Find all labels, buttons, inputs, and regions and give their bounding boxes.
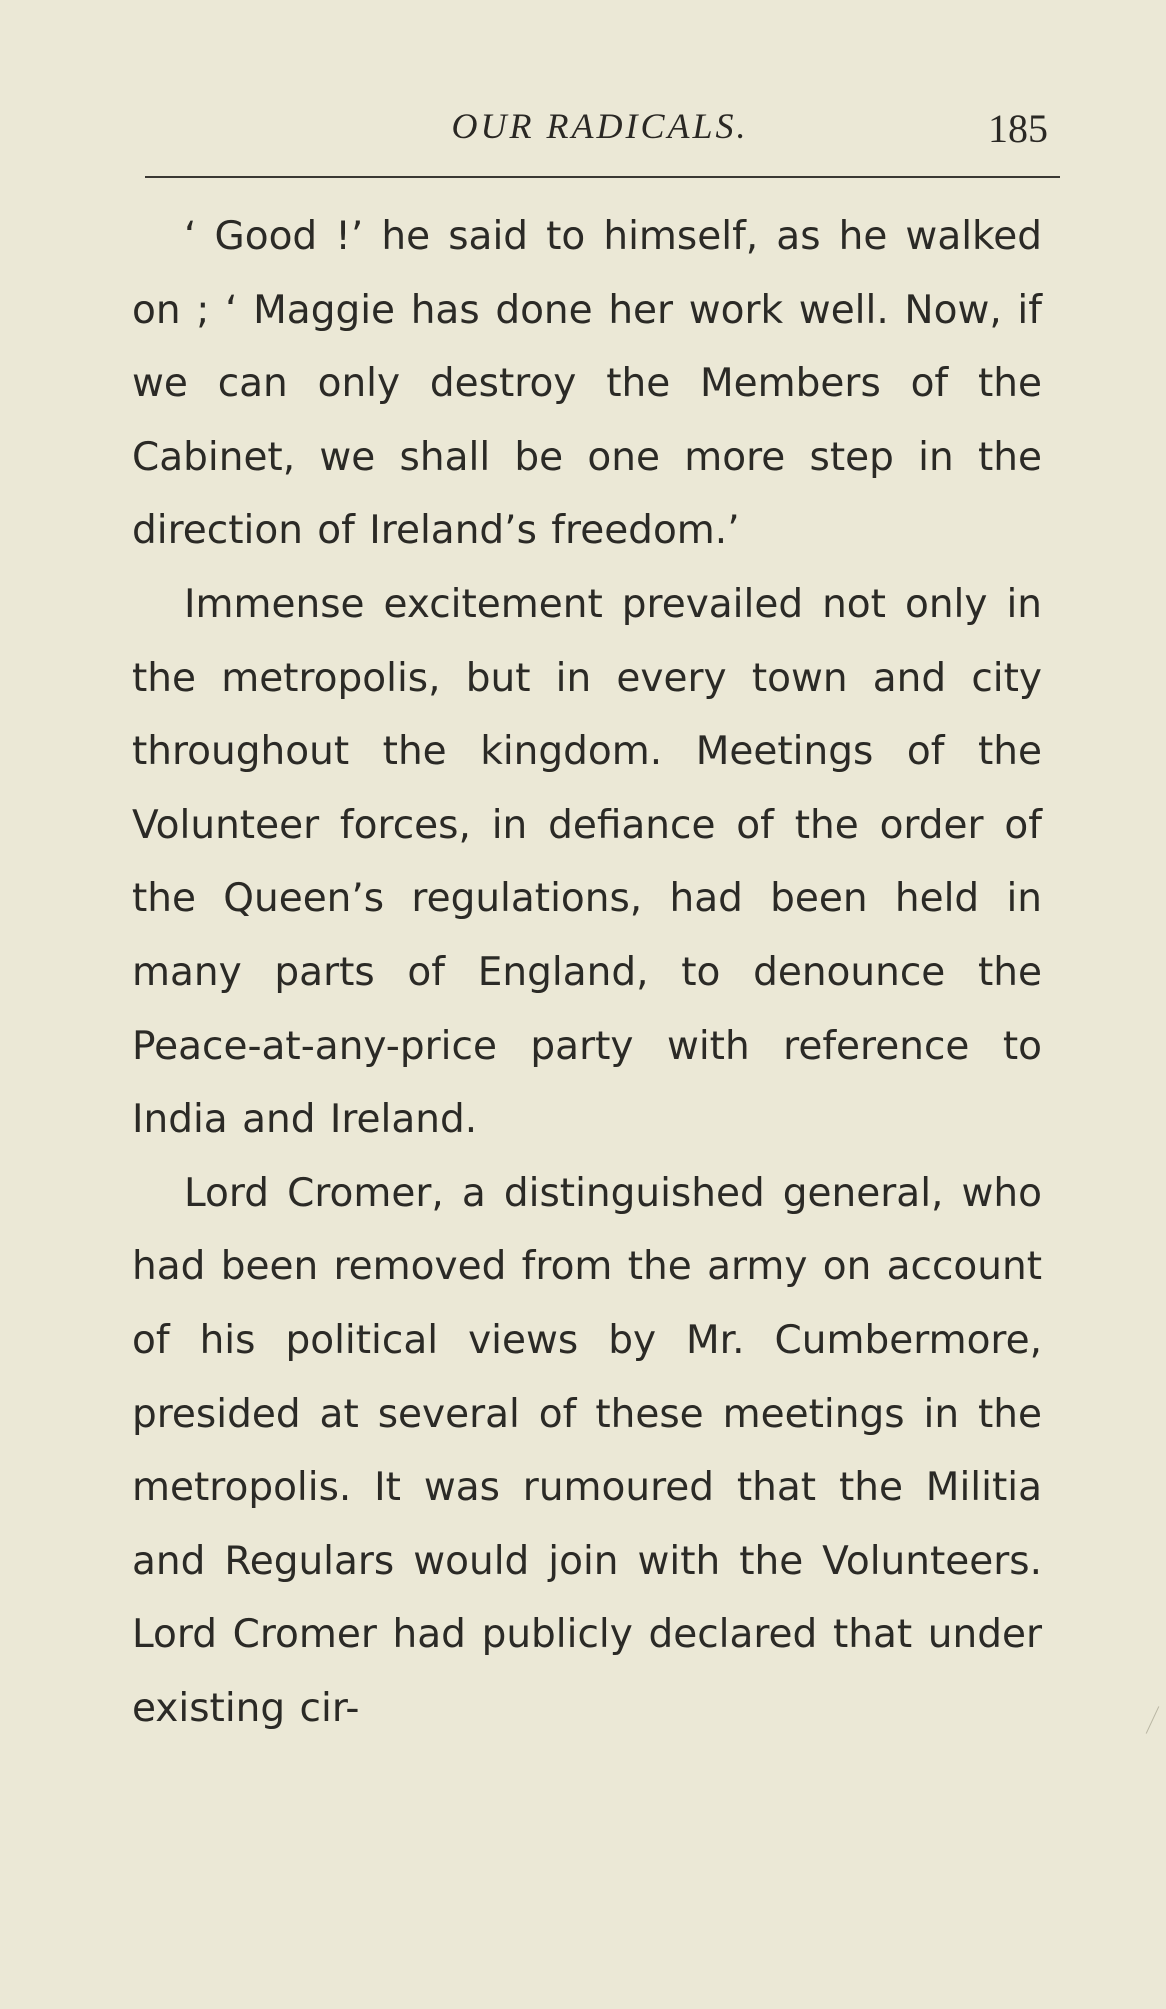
header-rule — [145, 176, 1060, 178]
paragraph-2: Immense excitement prevailed not only in the metropolis, but in every town and city throughout the kingdom. Meetings of the Volunteer forces, in defiance of the order of the Queen’s regulations, had been held in many parts of England, to denounce the Peace-at-any-price party with reference to India and Ireland. — [132, 581, 1042, 1143]
running-title: OUR RADICALS. — [451, 106, 749, 146]
paper-mark — [1146, 1706, 1160, 1734]
page-number: 185 — [988, 106, 1048, 151]
body-text — [132, 200, 1042, 1745]
paragraph-1: ‘ Good !’ he said to himself, as he walked on ; ‘ Maggie has done her work well. Now, if we can only destroy the Members of the Cabinet, we shall be one more step in the direction of Ireland’s freedom.’ — [132, 214, 1042, 554]
running-head — [140, 95, 1060, 165]
paragraph-3: Lord Cromer, a distinguished general, who had been removed from the army on account of his political views by Mr. Cumbermore, presided at several of these meetings in the metropolis. It was rumoured that the Militia and Regulars would join with the Volunteers. Lord Cromer had publicly declared that under existing cir- — [132, 1170, 1042, 1731]
